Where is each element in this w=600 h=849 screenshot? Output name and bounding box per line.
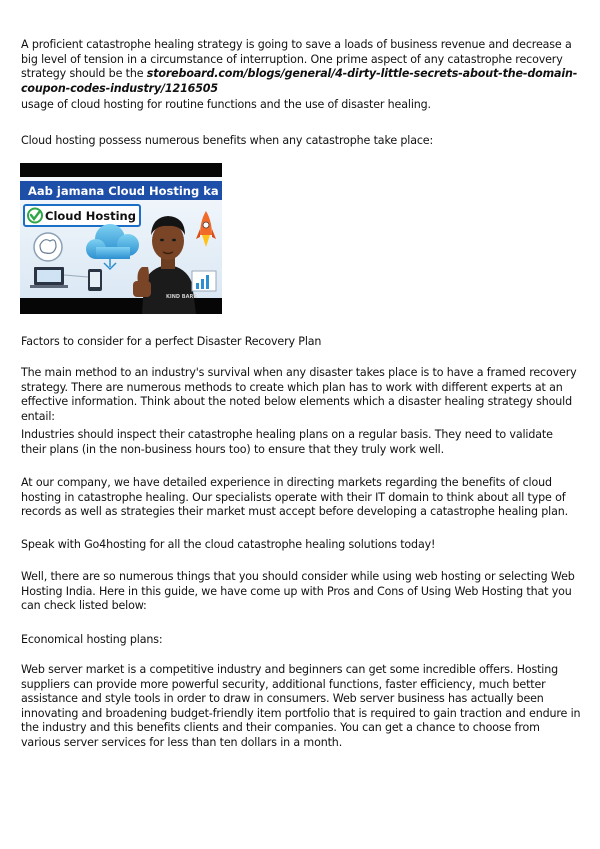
paragraph-main-method: The main method to an industry's survival when any disaster takes place is to have a framed recovery strategy. There are numerous methods to create which plan has to work with different experts at an effective information. Think about the noted below elements which a disaster healing strategy should entail: [21, 366, 577, 423]
banner-text: Aab jamana Cloud Hosting ka Hai [28, 184, 244, 198]
paragraph-market: Web server market is a competitive industry and beginners can get some incredible offers. Hosting suppliers can provide more powerful security, additional functions, faster efficiency, much better assistance and style tools in order to draw in consumers. Web server business has actually been innovating and broadening budget-friendly item portfolio that is required to gain traction and endure in the industry and this benefits clients and their companies. You can get a chance to choose from various server services for less than ten dollars in a month. [21, 663, 581, 749]
paragraph-well: Well, there are so numerous things that you should consider while using web hosting or selecting Web Hosting India. Here in this guide, we have come up with Pros and Cons of Using Web Hosting that you can check listed below: [21, 570, 575, 612]
paragraph-industries: Industries should inspect their catastrophe healing plans on a regular basis. They need to validate their plans (in the non-business hours too) to ensure that they truly work well. [21, 428, 553, 456]
paragraph-factors: Factors to consider for a perfect Disaster Recovery Plan [21, 335, 322, 348]
paragraph-company: At our company, we have detailed experience in directing markets regarding the benefits of cloud hosting in catastrophe healing. Our specialists operate with their IT domain to think about all type of records as well as strategies their market must accept before developing a catastrophe healing plan. [21, 476, 568, 518]
chart-icon [192, 271, 216, 291]
intro-text: A proficient catastrophe healing strategy is going to save a loads of business revenue and decrease a big level of tension in a circumstance of interruption. One prime aspect of any catastrophe recovery strategy should be the [21, 38, 572, 80]
badge-text: Cloud Hosting [45, 209, 136, 223]
shirt-text: KIND BARS [166, 294, 197, 300]
mobile-icon [88, 269, 102, 291]
cloud-hosting-image [20, 163, 244, 314]
paragraph-speak: Speak with Go4hosting for all the cloud catastrophe healing solutions today! [21, 538, 436, 551]
paragraph-benefits: Cloud hosting possess numerous benefits when any catastrophe take place: [21, 134, 434, 147]
brain-icon [34, 233, 62, 261]
intro-paragraph [21, 38, 581, 96]
laptop-icon [30, 267, 68, 288]
paragraph-usage: usage of cloud hosting for routine functions and the use of disaster healing. [21, 98, 431, 111]
paragraph-economical: Economical hosting plans: [21, 633, 163, 646]
article-link-text: storeboard.com/blogs/general/4-dirty-little-secrets-about-the-domain-coupon-codes-industry/1216505 [21, 67, 578, 95]
